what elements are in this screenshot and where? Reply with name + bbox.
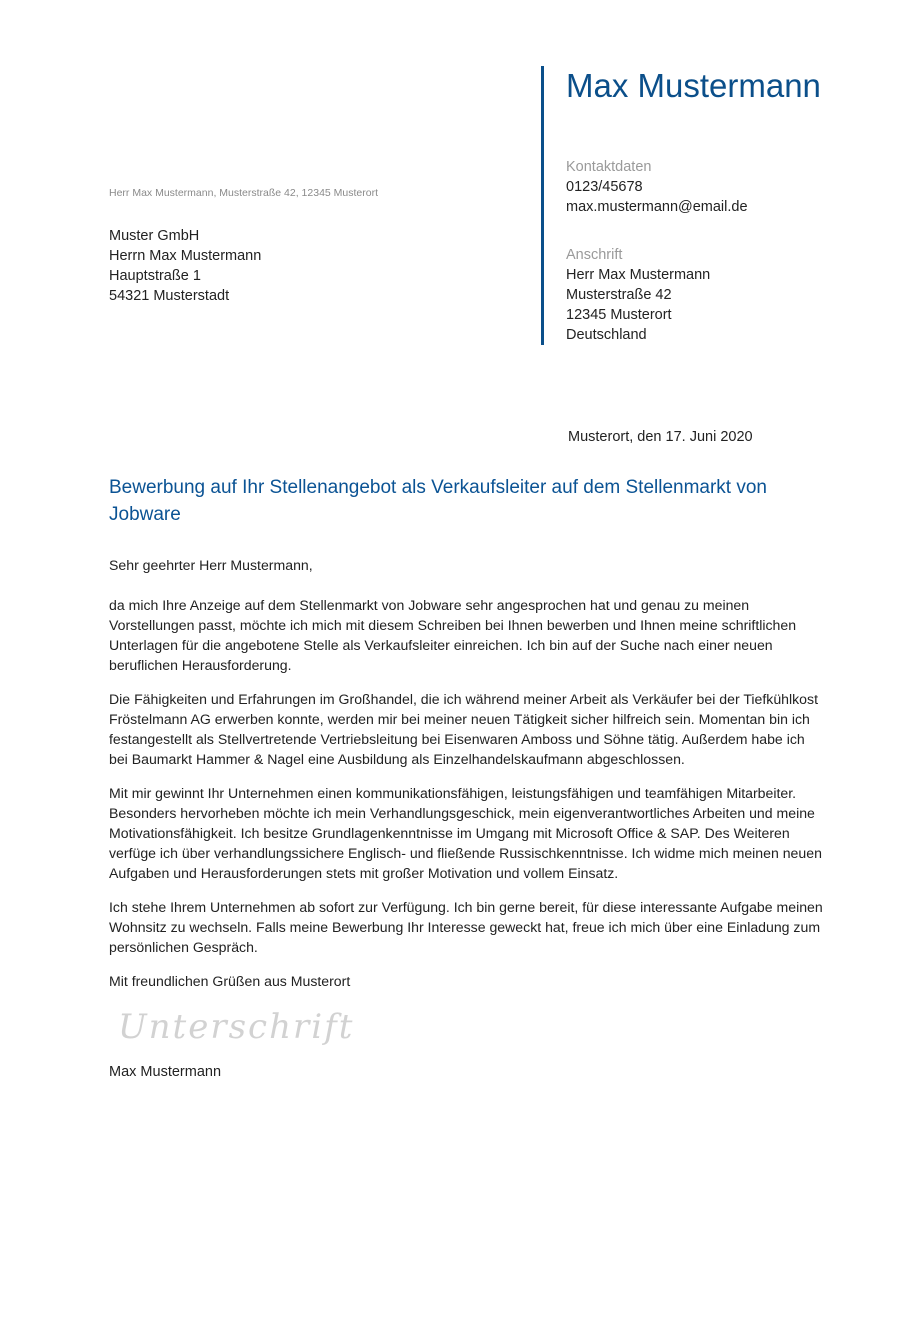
signature-placeholder: Unterschrift: [118, 1007, 355, 1047]
body-paragraph: Die Fähigkeiten und Erfahrungen im Großhandel, die ich während meiner Arbeit als Verkäufer bei der Tiefkühlkost Fröstelmann AG erwerben konnte, werden mir bei meiner neuen Tätigkeit sicher hilfreich sein. Momentan bin ich festangestellt als Stellvertretende Vertriebsleitung bei Eisenwaren Amboss und Söhne tätig. Außerdem habe ich bei Baumarkt Hammer & Nagel eine Ausbildung als Einzelhandelskaufmann abgeschlossen.: [109, 691, 818, 767]
recipient-line: Herrn Max Mustermann: [109, 248, 262, 264]
body-paragraph: Mit mir gewinnt Ihr Unternehmen einen kommunikationsfähigen, leistungsfähigen und teamfähigen Mitarbeiter. Besonders hervorheben möchte ich mein Verhandlungsgeschick, mein eigenverantwortliches Arbeiten und meine Motivationsfähigkeit. Ich besitze Grundlagenkenntnisse im Umgang mit Microsoft Office & SAP. Des Weiteren verfüge ich über verhandlungssichere Englisch- und fließende Russischkenntnisse. Ich widme mich meinen neuen Aufgaben und Herausforderungen stets mit großer Motivation und vollem Einsatz.: [109, 785, 822, 881]
letter-body: [109, 555, 825, 991]
signature-name: Max Mustermann: [109, 1064, 222, 1080]
salutation: Sehr geehrter Herr Mustermann,: [109, 557, 313, 573]
recipient-line: Muster GmbH: [109, 228, 200, 244]
sender-email: max.mustermann@email.de: [566, 199, 748, 215]
recipient-address: [109, 226, 261, 306]
return-address-line: Herr Max Mustermann, Musterstraße 42, 12345 Musterort: [109, 187, 379, 199]
sender-phone: 0123/45678: [566, 179, 643, 195]
sender-block: [541, 66, 841, 345]
closing-line: Mit freundlichen Grüßen aus Musterort: [109, 973, 351, 989]
sender-name: Max Mustermann: [566, 67, 821, 104]
recipient-line: Hauptstraße 1: [109, 268, 201, 284]
recipient-line: 54321 Musterstadt: [109, 288, 230, 304]
letter-subject: Bewerbung auf Ihr Stellenangebot als Verkaufsleiter auf dem Stellenmarkt von Jobware: [109, 477, 767, 525]
sender-address-line: Herr Max Mustermann: [566, 267, 711, 283]
body-paragraph: da mich Ihre Anzeige auf dem Stellenmarkt von Jobware sehr angesprochen hat und genau zu meinen Vorstellungen passt, möchte ich mich mit diesem Schreiben bei Ihnen bewerben und Ihnen meine schriftlichen Unterlagen für die angebotene Stelle als Verkaufsleiter einreichen. Ich bin auf der Suche nach einer neuen beruflichen Herausforderung.: [109, 597, 797, 673]
sender-address-line: 12345 Musterort: [566, 307, 672, 323]
letter-date: Musterort, den 17. Juni 2020: [568, 429, 753, 445]
sender-address: [566, 245, 710, 345]
body-paragraph: Ich stehe Ihrem Unternehmen ab sofort zur Verfügung. Ich bin gerne bereit, für diese interessante Aufgabe meinen Wohnsitz zu wechseln. Falls meine Bewerbung Ihr Interesse geweckt hat, freue ich mich über eine Einladung zum persönlichen Gespräch.: [109, 899, 823, 955]
contact-label: Kontaktdaten: [566, 159, 652, 175]
address-label: Anschrift: [566, 247, 623, 263]
sender-contact: [566, 157, 748, 217]
sender-address-line: Musterstraße 42: [566, 287, 672, 303]
sender-address-line: Deutschland: [566, 327, 647, 343]
